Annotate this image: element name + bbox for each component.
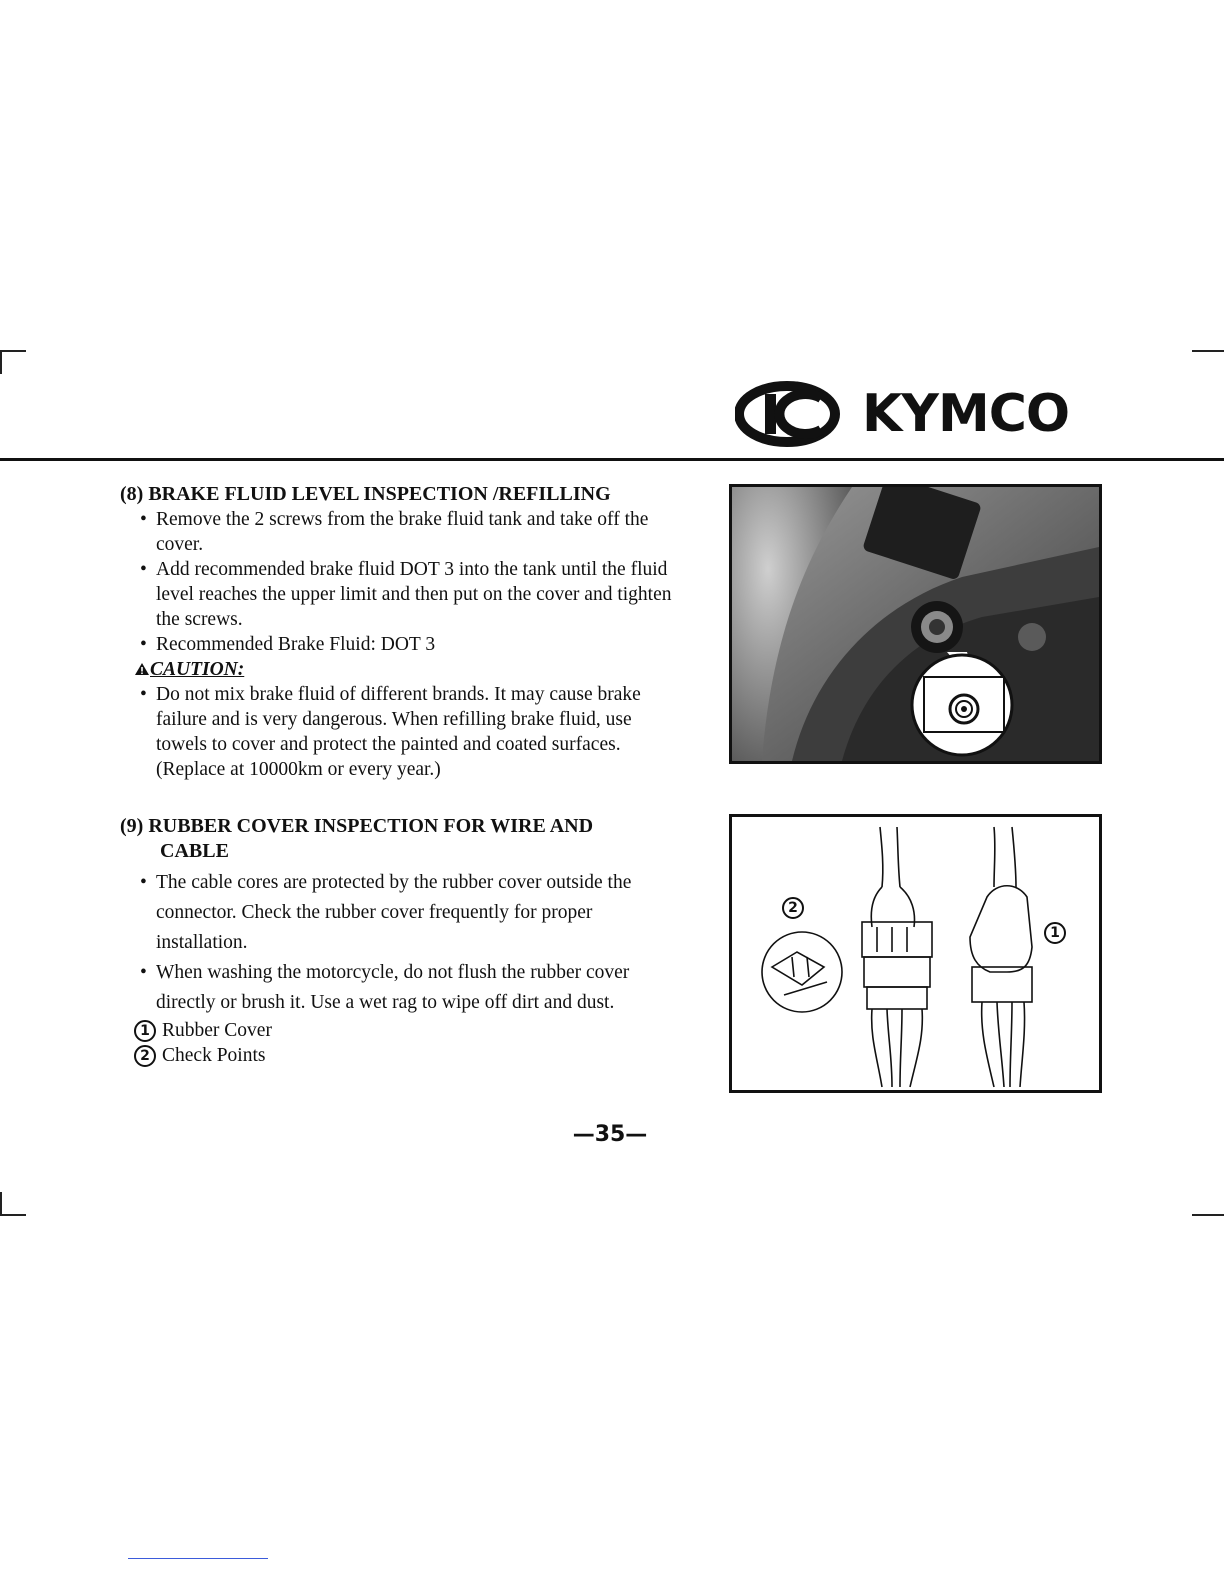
page-number: —35— [572, 1122, 648, 1147]
connector-rubber-cover-diagram [729, 814, 1102, 1093]
brake-reservoir-photo [729, 484, 1102, 764]
crop-mark-bottom-left-v [0, 1192, 2, 1216]
section-9-heading: (9) RUBBER COVER INSPECTION FOR WIRE AND CABLE [120, 815, 594, 862]
list-item: • The cable cores are protected by the rubber cover outside the connector. Check the rubber cover frequently for proper installation. [140, 872, 632, 953]
crop-mark-bottom-right [1192, 1214, 1224, 1216]
brand-name: KYMCO [862, 384, 1070, 444]
list-item: • Recommended Brake Fluid: DOT 3 [140, 634, 436, 655]
crop-mark-top-left-h [0, 350, 26, 352]
footer-link-underline [128, 1558, 268, 1559]
brake-reservoir-illustration [732, 487, 1099, 761]
caution-label: CAUTION: [120, 657, 680, 682]
connector-illustration [732, 817, 1099, 1090]
warning-triangle-icon [134, 662, 150, 676]
section-8 [120, 482, 680, 782]
marker-2: 2 [782, 897, 804, 919]
list-item: • Do not mix brake fluid of different brands. It may cause brake failure and is very dangerous. When refilling brake fluid, use towels to cover and protect the painted and coated surfaces. (Replace at 10000km or every year.) [140, 684, 641, 780]
section-8-heading: (8) BRAKE FLUID LEVEL INSPECTION /REFILLING [120, 483, 611, 505]
crop-mark-top-right [1192, 350, 1224, 352]
list-item: • When washing the motorcycle, do not flush the rubber cover directly or brush it. Use a wet rag to wipe off dirt and dust. [140, 962, 630, 1013]
crop-mark-bottom-left-h [0, 1214, 26, 1216]
legend-item: 2 Check Points [120, 1043, 680, 1068]
section-9 [120, 814, 680, 1068]
list-item: • Remove the 2 screws from the brake fluid tank and take off the cover. [140, 509, 649, 555]
header-rule [0, 458, 1224, 461]
marker-1: 1 [1044, 922, 1066, 944]
legend-item: 1 Rubber Cover [120, 1018, 680, 1043]
list-item: • Add recommended brake fluid DOT 3 into the tank until the fluid level reaches the upper limit and then put on the cover and tighten the screws. [140, 559, 672, 630]
crop-mark-top-left-v [0, 350, 2, 374]
